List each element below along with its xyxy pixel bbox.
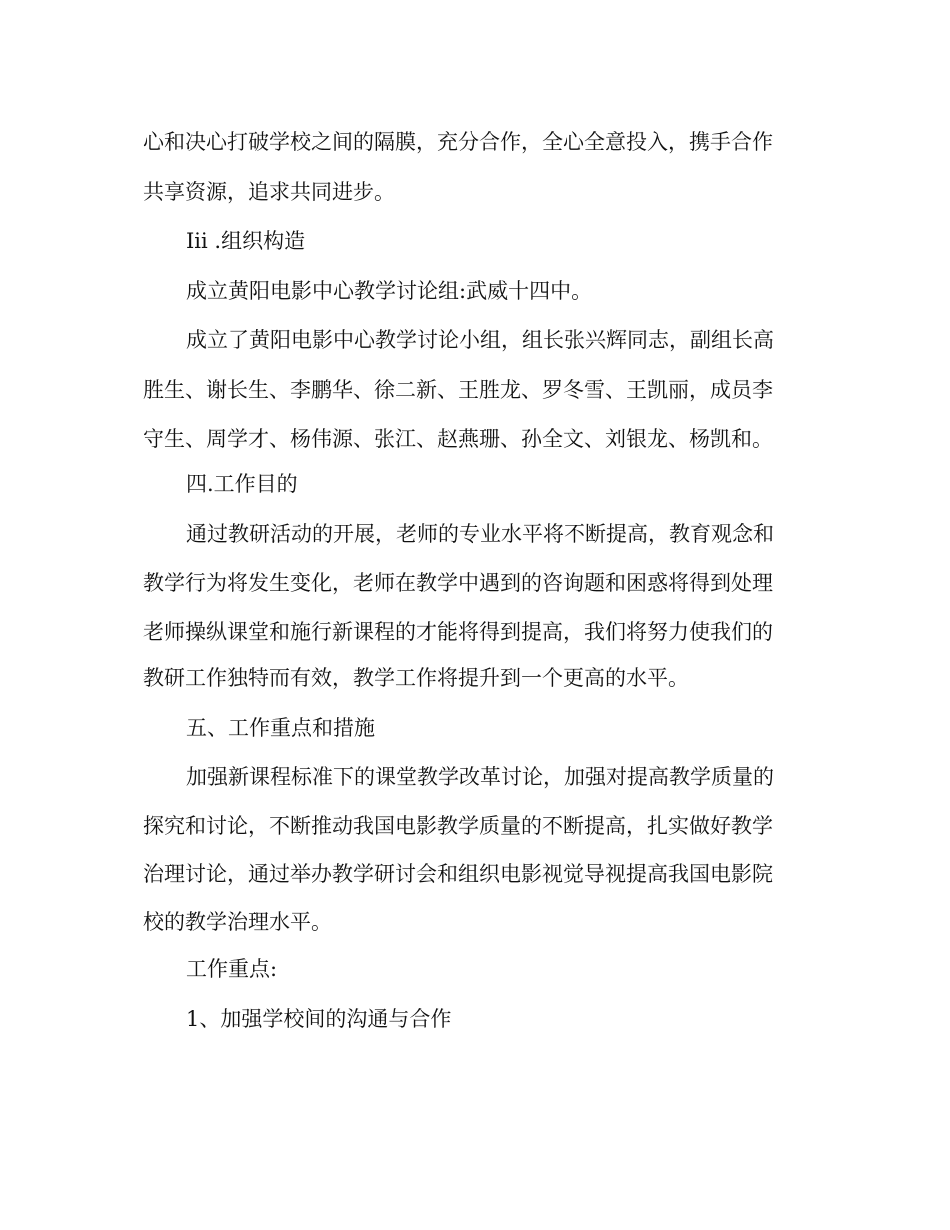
- section-heading: Iii .组织构造: [186, 229, 306, 253]
- paragraph-line: 加强新课程标准下的课堂教学改革讨论，加强对提高教学质量的: [186, 765, 774, 789]
- section-heading: 五、工作重点和措施: [186, 716, 375, 740]
- paragraph-line: 校的教学治理水平。: [143, 910, 332, 934]
- paragraph-line: 心和决心打破学校之间的隔膜，充分合作，全心全意投入，携手合作: [143, 130, 773, 154]
- paragraph-line: 教研工作独特而有效，教学工作将提升到一个更高的水平。: [143, 666, 689, 690]
- paragraph-line: 教学行为将发生变化，老师在教学中遇到的咨询题和困惑将得到处理: [143, 571, 773, 595]
- subheading: 工作重点:: [186, 957, 278, 981]
- paragraph-line: 成立黄阳电影中心教学讨论组:武威十四中。: [186, 279, 593, 303]
- paragraph-line: 治理讨论，通过举办教学研讨会和组织电影视觉导视提高我国电影院: [143, 862, 773, 886]
- paragraph-line: 通过教研活动的开展，老师的专业水平将不断提高，教育观念和: [186, 522, 774, 546]
- paragraph-line: 老师操纵课堂和施行新课程的才能将得到提高，我们将努力使我们的: [143, 620, 773, 644]
- paragraph-line: 探究和讨论，不断推动我国电影教学质量的不断提高，扎实做好教学: [143, 814, 773, 838]
- paragraph-line: 守生、周学才、杨伟源、张江、赵燕珊、孙全文、刘银龙、杨凯和。: [143, 427, 773, 451]
- list-item: 1、加强学校间的沟通与合作: [186, 1007, 452, 1031]
- section-heading: 四.工作目的: [186, 472, 298, 496]
- paragraph-line: 共享资源，追求共同进步。: [143, 180, 395, 204]
- paragraph-line: 胜生、谢长生、李鹏华、徐二新、王胜龙、罗冬雪、王凯丽，成员李: [143, 378, 773, 402]
- paragraph-line: 成立了黄阳电影中心教学讨论小组，组长张兴辉同志，副组长高: [186, 328, 774, 352]
